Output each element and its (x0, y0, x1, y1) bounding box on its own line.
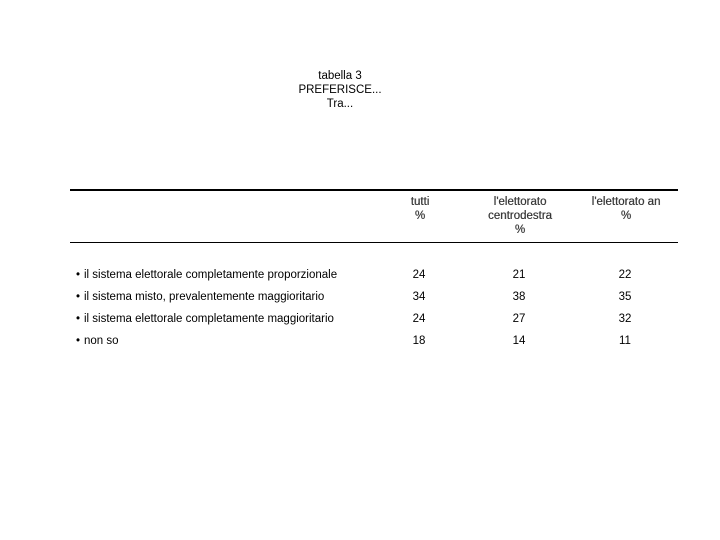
table-number: tabella 3 (318, 70, 362, 82)
cell-an: 11 (619, 335, 631, 347)
column-header-centrodestra (470, 195, 570, 237)
column-header-line: % (514, 224, 526, 236)
cell-tutti: 18 (412, 335, 426, 347)
row-label-text: il sistema elettorale completamente maggioritario (84, 313, 334, 325)
bullet-icon: • (76, 313, 81, 325)
bullet-icon: • (76, 335, 81, 347)
row-label-text: non so (84, 335, 119, 347)
cell-an: 22 (618, 269, 632, 281)
question-heading: PREFERISCE... (298, 84, 382, 96)
column-header-line: % (414, 210, 426, 222)
header-bottom-rule (70, 242, 678, 243)
table-title (240, 69, 440, 111)
cell-an: 35 (618, 291, 632, 303)
cell-tutti: 34 (412, 291, 426, 303)
column-header-line: l'elettorato an (591, 196, 661, 208)
row-label (76, 267, 337, 283)
cell-centrodestra: 38 (512, 291, 526, 303)
row-label-text: il sistema misto, prevalentemente maggioritario (84, 291, 325, 303)
column-header-line: centrodestra (488, 210, 552, 222)
row-label (76, 289, 324, 305)
cell-centrodestra: 21 (512, 269, 526, 281)
row-label (76, 333, 119, 349)
cell-tutti: 24 (412, 269, 426, 281)
cell-an: 32 (618, 313, 632, 325)
column-header-an (576, 195, 676, 223)
cell-tutti: 24 (412, 313, 426, 325)
question-subheading: Tra... (326, 98, 354, 110)
column-header-line: % (620, 210, 632, 222)
column-header-line: l'elettorato (493, 196, 547, 208)
bullet-icon: • (76, 291, 81, 303)
cell-centrodestra: 27 (512, 313, 526, 325)
column-header-tutti (380, 195, 460, 223)
bullet-icon: • (76, 269, 81, 281)
cell-centrodestra: 14 (512, 335, 526, 347)
row-label-text: il sistema elettorale completamente proporzionale (84, 269, 338, 281)
row-label (76, 311, 334, 327)
table-top-rule (70, 189, 678, 191)
column-header-line: tutti (410, 196, 430, 208)
